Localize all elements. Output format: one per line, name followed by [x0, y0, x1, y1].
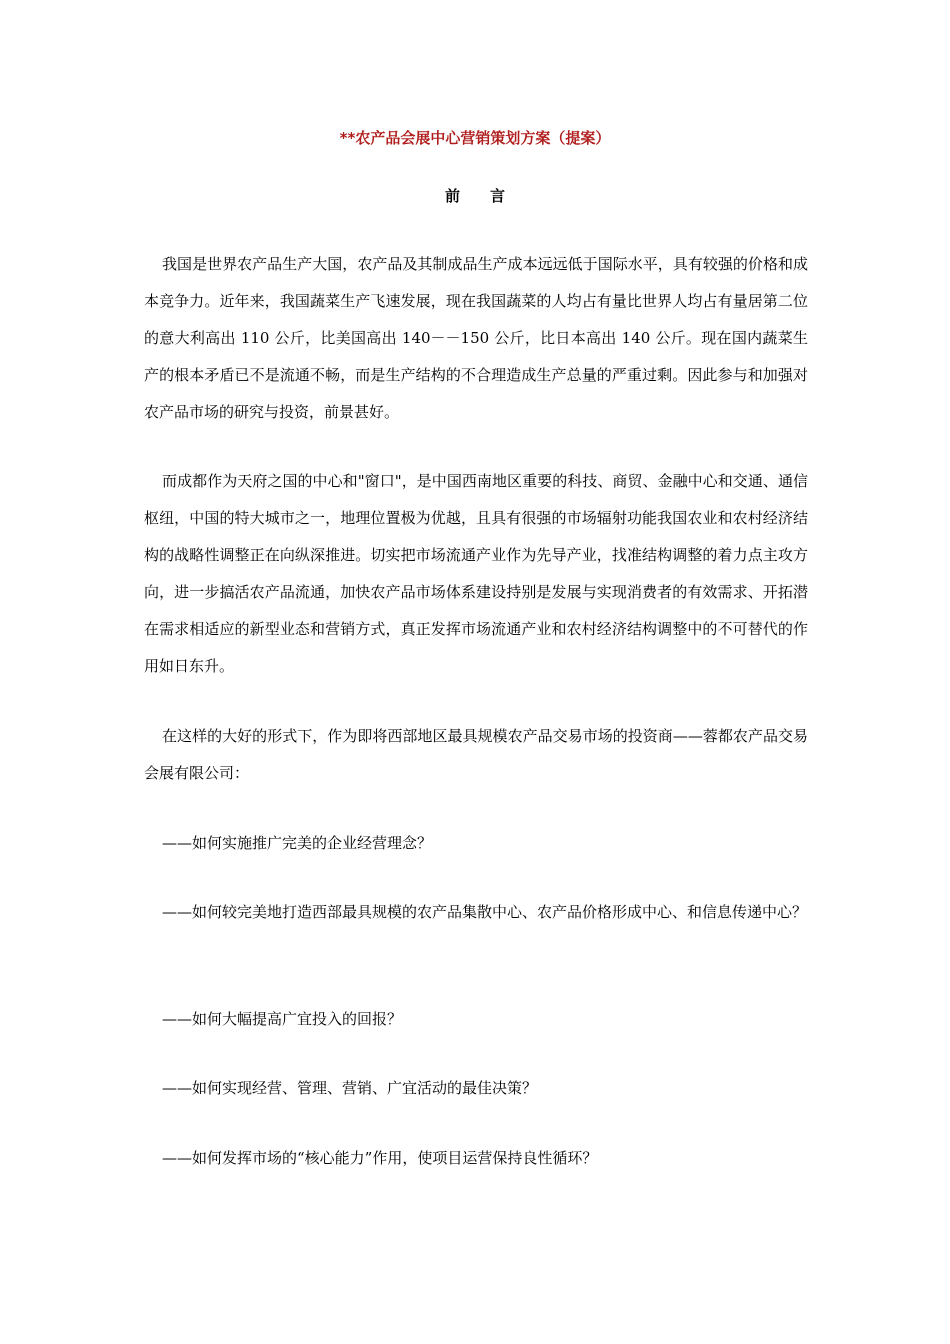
question-text: ——如何发挥市场的“核心能力”作用，使项目运营保持良性循环？	[162, 1149, 598, 1167]
paragraph-text: 我国是世界农产品生产大国，农产品及其制成品生产成本远远低于国际水平，具有较强的价格和成本竞争力。近年来，我国蔬菜生产飞速发展，现在我国蔬菜的人均占有量比世界人均占有量居第二位的意大利高出 110 公斤，比美国高出 140－－150 公斤，比日本高出 140 公斤。现在国内蔬菜生产的根本矛盾已不是流通不畅，而是生产结构的不合理造成生产总量的严重过剩。因此参与和加强对农产品市场的研究与投资，前景甚好。	[144, 255, 808, 421]
question-text: ——如何大幅提高广宜投入的回报？	[162, 1010, 403, 1028]
section-heading: 前 言	[444, 187, 505, 205]
question-text: ——如何实施推广完美的企业经营理念？	[162, 834, 433, 852]
paragraph-text: 在这样的大好的形式下，作为即将西部地区最具规模农产品交易市场的投资商——蓉都农产品交易会展有限公司：	[144, 727, 808, 782]
question-item	[144, 825, 808, 862]
question-item	[144, 894, 808, 931]
paragraph	[144, 246, 808, 431]
paragraph-text: 而成都作为天府之国的中心和"窗口"，是中国西南地区重要的科技、商贸、金融中心和交通、通信枢纽，中国的特大城市之一，地理位置极为优越，且具有很强的市场辐射功能我国农业和农村经济结构的战略性调整正在向纵深推进。切实把市场流通产业作为先导产业，找准结构调整的着力点主攻方向，进一步搞活农产品流通，加快农产品市场体系建设持别是发展与实现消费者的有效需求、开拓潜在需求相适应的新型业态和营销方式，真正发挥市场流通产业和农村经济结构调整中的不可替代的作用如日东升。	[144, 472, 808, 675]
question-text: ——如何较完美地打造西部最具规模的农产品集散中心、农产品价格形成中心、和信息传递中心？	[162, 903, 808, 921]
document-title: **农产品会展中心营销策划方案（提案）	[339, 129, 611, 147]
paragraph	[144, 463, 808, 685]
question-item	[144, 1070, 808, 1107]
question-item	[144, 1001, 808, 1038]
question-item	[144, 1140, 808, 1177]
question-text: ——如何实现经营、管理、营销、广宜活动的最佳决策？	[162, 1079, 538, 1097]
paragraph	[144, 718, 808, 792]
